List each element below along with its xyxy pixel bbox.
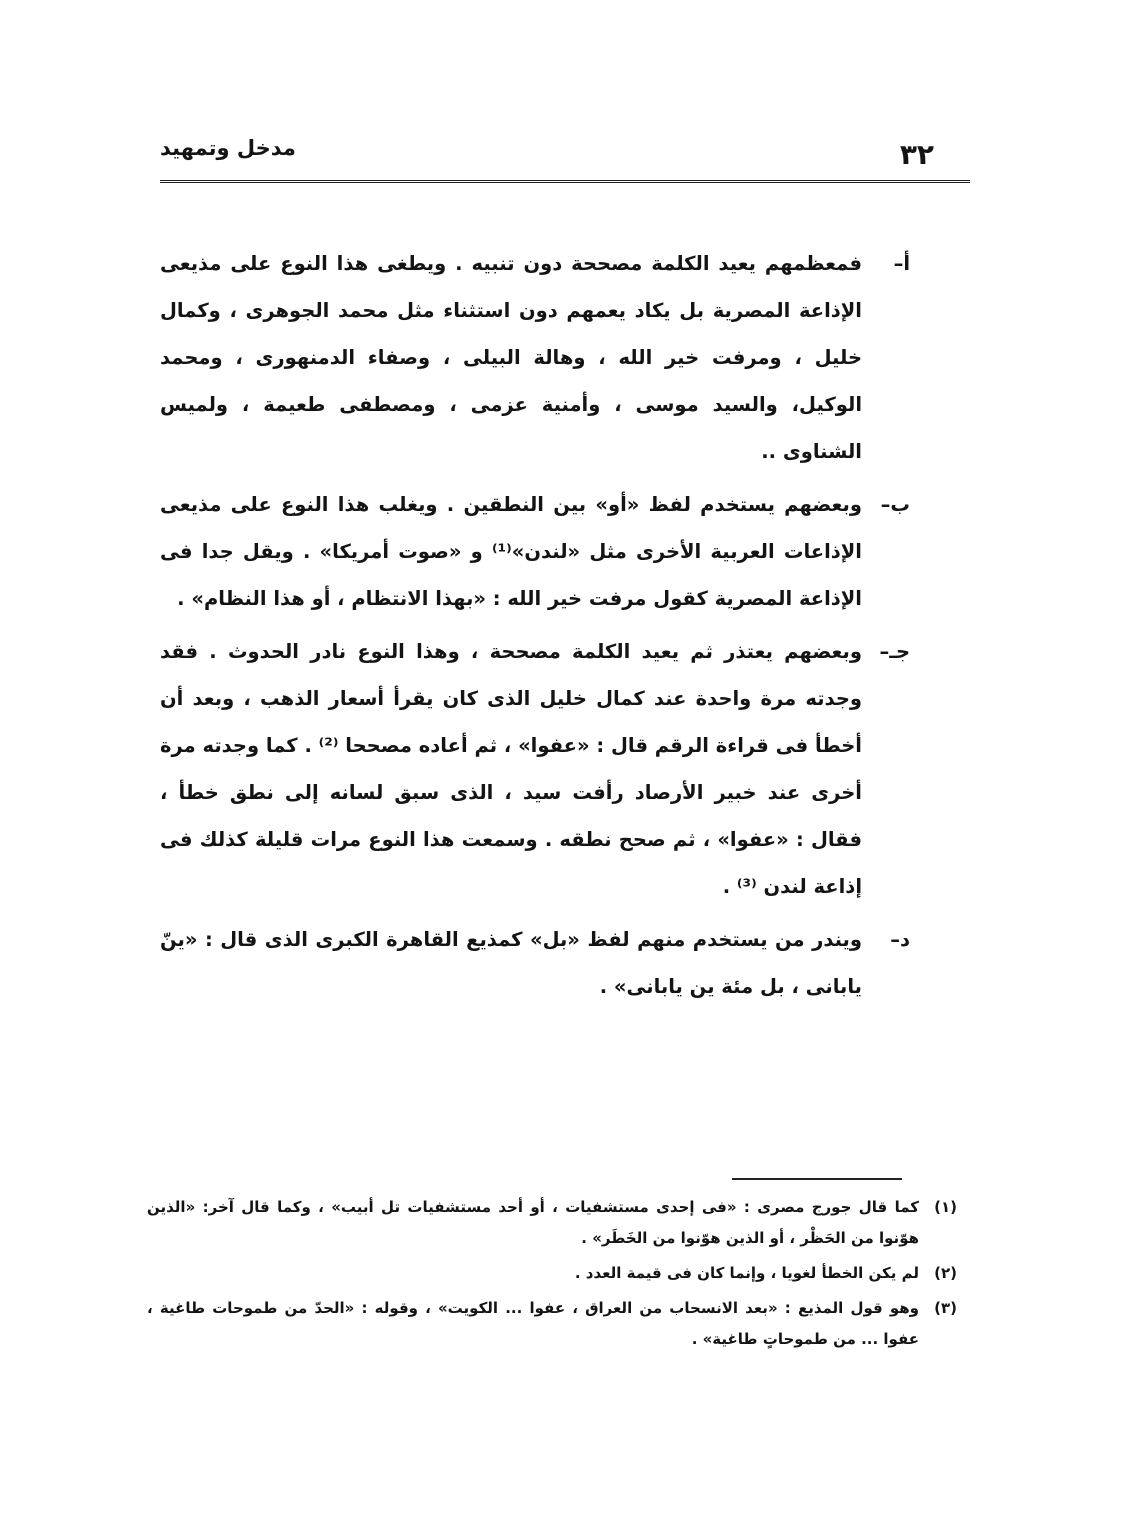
item-text: وبعضهم يعتذر ثم يعيد الكلمة مصححة ، وهذا النوع نادر الحدوث . فقد وجدته مرة واحدة عند كمال خليل الذى كان يقرأ أسعار الذهب ، وبعد أن أخطأ فى قراءة الرقم قال : «عفوا» ، ثم أعاده مصححا ⁽²⁾ . كما وجدته مرة أخرى عند خبير الأرصاد رأفت سيد ، الذى سبق لسانه إلى نطق خطأ ، فقال : «عفوا» ، ثم صحح نطقه . وسمعت هذا النوع مرات قليلة كذلك فى إذاعة لندن ⁽³⁾ . (153, 640, 862, 898)
running-title: مدخل وتمهيد (160, 136, 296, 160)
item-text: وبعضهم يستخدم لفظ «أو» بين النطقين . ويغلب هذا النوع على مذيعى الإذاعات العربية الأخرى مثل «لندن»⁽¹⁾ و «صوت أمريكا» . ويقل جدا فى الإذاعة المصرية كقول مرفت خير الله : «بهذا الانتظام ، أو هذا النظام» . (153, 493, 862, 610)
list-item-d (153, 916, 910, 1010)
item-marker: أ– (893, 252, 910, 275)
footnote-2 (147, 1258, 957, 1289)
footnote-text: كما قال جورج مصرى : «فى إحدى مستشفيات ، أو أحد مستشفيات تل أبيب» ، وكما قال آخر: «الذين هوّنوا من الحَظْر ، أو الذين هوّنوا من الخَطَر» . (141, 1198, 919, 1247)
item-text: فمعظمهم يعيد الكلمة مصححة دون تنبيه . ويطغى هذا النوع على مذيعى الإذاعة المصرية بل يكاد يعمهم دون استثناء مثل محمد الجوهرى ، وكمال خليل ، ومرفت خير الله ، وهالة البيلى ، وصفاء الدمنهورى ، ومحمد الوكيل، والسيد موسى ، وأمنية عزمى ، ومصطفى طعيمة ، ولميس الشناوى .. (153, 252, 862, 463)
footnote-3 (141, 1293, 957, 1355)
body-text (153, 240, 910, 1016)
list-item-c (153, 628, 910, 910)
footnote-text: وهو قول المذيع : «بعد الانسحاب من العراق ، عفوا ... الكويت» ، وقوله : «الحدّ من طموحات طاغية ، عفوا ... من طموحاتٍ طاغية» . (141, 1299, 919, 1348)
footnote-text: لم يكن الخطأ لغويا ، وإنما كان فى قيمة العدد . (574, 1264, 919, 1282)
list-item-a (153, 240, 910, 475)
footnote-1 (141, 1192, 957, 1254)
item-marker: جـ– (879, 640, 910, 663)
header-rule (160, 180, 970, 183)
list-item-b (153, 481, 910, 622)
footnote-rule (732, 1178, 902, 1180)
item-marker: د– (890, 928, 910, 951)
item-marker: ب– (880, 493, 910, 516)
footnote-marker: (٢) (934, 1264, 957, 1282)
footnote-marker: (٣) (934, 1299, 957, 1317)
footnote-marker: (١) (934, 1198, 957, 1216)
item-text: ويندر من يستخدم منهم لفظ «بل» كمذيع القاهرة الكبرى الذى قال : «ينّ يابانى ، بل مئة ين يابانى» . (153, 928, 862, 998)
page-number: ٣٢ (899, 138, 934, 171)
footnotes (141, 1192, 957, 1359)
